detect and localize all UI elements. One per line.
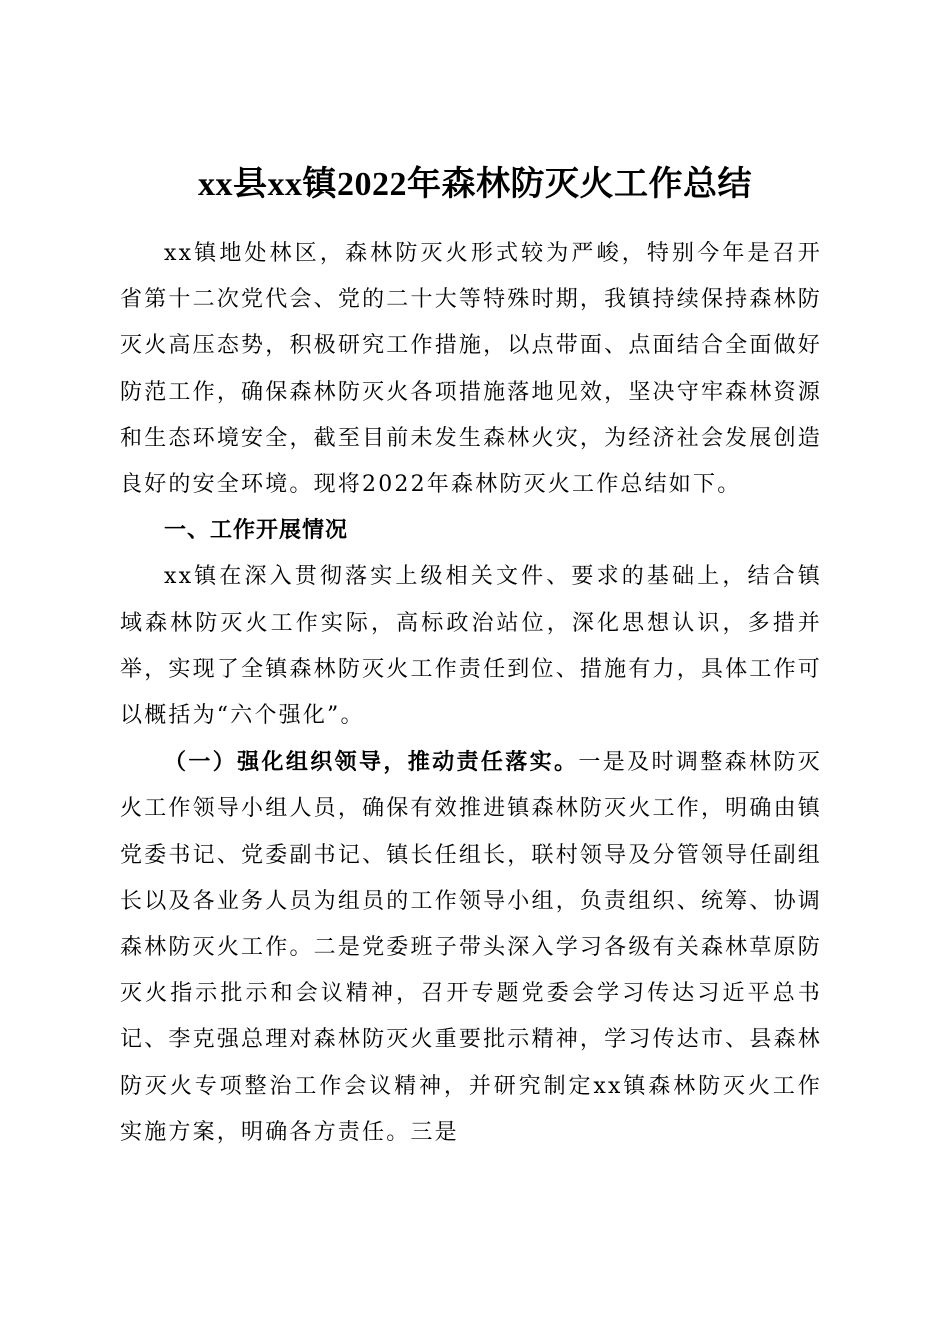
section-paragraph: xx镇在深入贯彻落实上级相关文件、要求的基础上，结合镇域森林防灭火工作实际，高标政治站位，深化思想认识，多措并举，实现了全镇森林防灭火工作责任到位、措施有力，具体工作可以概括为“六个强化”。 bbox=[120, 564, 822, 729]
document-body bbox=[120, 231, 822, 1156]
item-paragraph bbox=[120, 739, 822, 1156]
document-title: xx县xx镇2022年森林防灭火工作总结 bbox=[198, 165, 752, 203]
item-lead: （一）强化组织领导，推动责任落实。 bbox=[164, 749, 579, 776]
section-heading: 一、工作开展情况 bbox=[164, 518, 349, 544]
intro-paragraph: xx镇地处林区，森林防灭火形式较为严峻，特别今年是召开省第十二次党代会、党的二十大等特殊时期，我镇持续保持森林防灭火高压态势，积极研究工作措施，以点带面、点面结合全面做好防范工作，确保森林防灭火各项措施落地见效，坚决守牢森林资源和生态环境安全，截至目前未发生森林火灾，为经济社会发展创造良好的安全环境。现将2022年森林防灭火工作总结如下。 bbox=[120, 241, 822, 498]
item-text: 一是及时调整森林防灭火工作领导小组人员，确保有效推进镇森林防灭火工作，明确由镇党委书记、党委副书记、镇长任组长，联村领导及分管领导任副组长以及各业务人员为组员的工作领导小组，负责组织、统筹、协调森林防灭火工作。二是党委班子带头深入学习各级有关森林草原防灭火指示批示和会议精神，召开专题党委会学习传达习近平总书记、李克强总理对森林防灭火重要批示精神，学习传达市、县森林防灭火专项整治工作会议精神，并研究制定xx镇森林防灭火工作实施方案，明确各方责任。三是 bbox=[120, 750, 822, 1145]
